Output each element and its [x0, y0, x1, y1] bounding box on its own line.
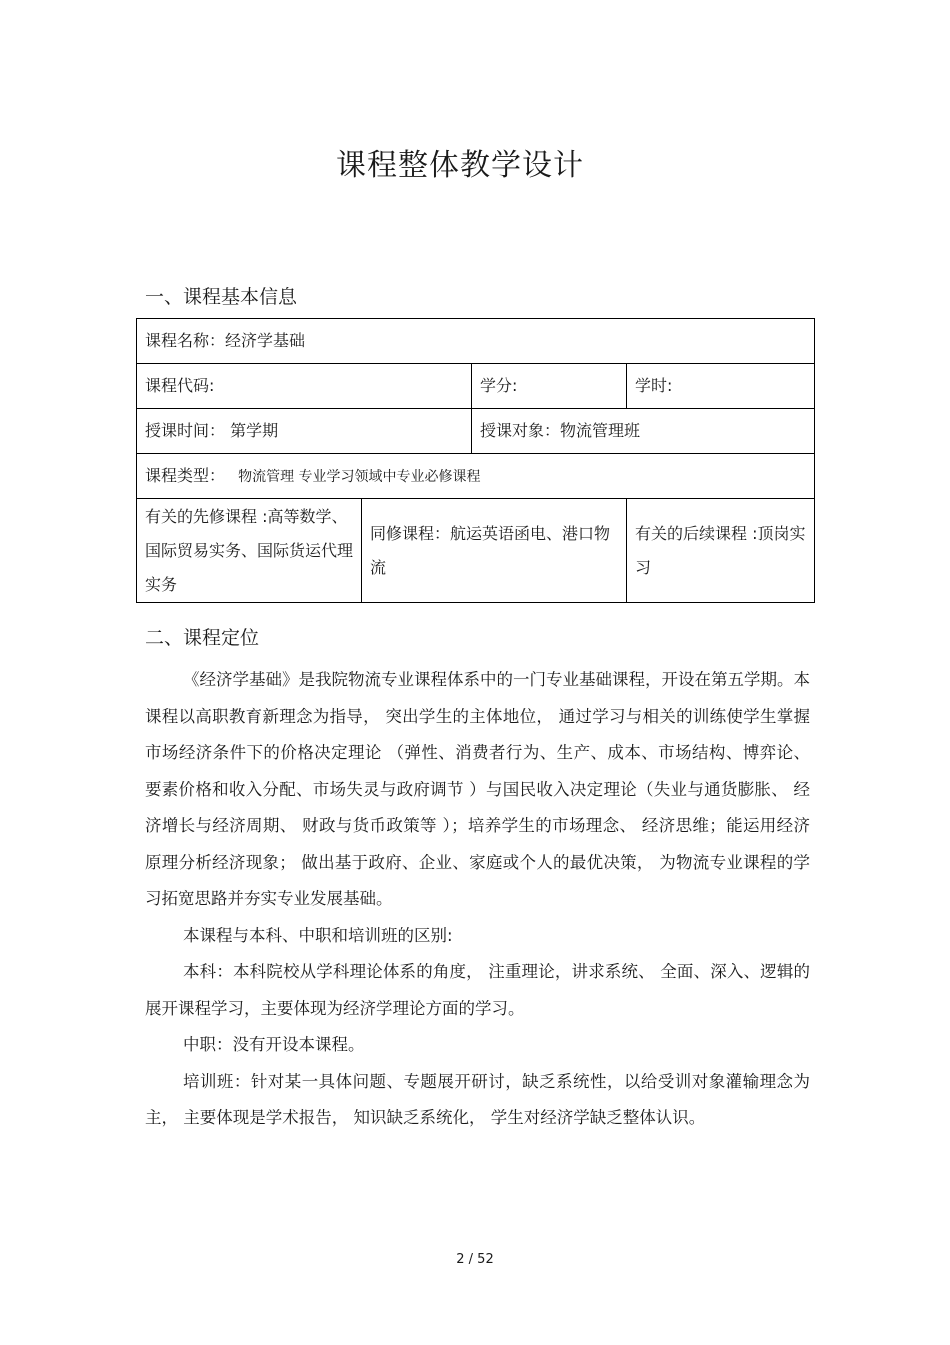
table-row [137, 499, 815, 603]
prerequisite-cell [137, 499, 362, 603]
teaching-target-cell: 授课对象：物流管理班 [472, 409, 815, 454]
paragraph-undergraduate: 本科：本科院校从学科理论体系的角度， 注重理论，讲求系统、 全面、深入、逻辑的展开课程学习，主要体现为经济学理论方面的学习。 [145, 962, 810, 1018]
table-row [137, 454, 815, 499]
section-heading-basic-info: 一、课程基本信息 [145, 286, 298, 308]
course-code-cell: 课程代码: [137, 364, 472, 409]
page-number: 2 / 52 [456, 1252, 494, 1267]
course-type-value: 物流管理 专业学习领域中专业必修课程 [238, 468, 481, 485]
corequisite-text: 同修课程：航运英语函电、港口物流 [370, 523, 611, 577]
table-row [137, 319, 815, 364]
paragraph-difference-heading: 本课程与本科、中职和培训班的区别: [183, 925, 453, 945]
paragraph-intro: 《经济学基础》是我院物流专业课程体系中的一门专业基础课程，开设在第五学期。本课程以高职教育新理念为指导， 突出学生的主体地位， 通过学习与相关的训练使学生掌握市场经济条件下的价格决定理论 （弹性、消费者行为、生产、成本、市场结构、博弈论、要素价格和收入分配、市场失灵与政府调节 ）与国民收入决定理论（失业与通货膨胀、 经济增长与经济周期、 财政与货币政策等 ）；培养学生的市场理念、 经济思维；能运用经济原理分析经济现象； 做出基于政府、企业、家庭或个人的最优决策， 为物流专业课程的学习拓宽思路并夯实专业发展基础。 [145, 670, 810, 908]
course-type-cell [137, 454, 815, 499]
prerequisite-text: 有关的先修课程 :高等数学、国际贸易实务、国际货运代理实务 [145, 506, 354, 594]
course-type-label: 课程类型： [145, 465, 226, 485]
hours-cell: 学时: [627, 364, 815, 409]
credits-cell: 学分: [472, 364, 627, 409]
section-heading-positioning: 二、课程定位 [145, 627, 260, 649]
followup-cell [627, 499, 815, 603]
teaching-time-cell: 授课时间： 第学期 [137, 409, 472, 454]
document-title: 课程整体教学设计 [336, 148, 584, 183]
corequisite-cell [362, 499, 627, 603]
table-row [137, 364, 815, 409]
table-row [137, 409, 815, 454]
positioning-body [145, 662, 810, 1137]
course-name-cell: 课程名称：经济学基础 [137, 319, 815, 364]
paragraph-training: 培训班：针对某一具体问题、专题展开研讨，缺乏系统性，以给受训对象灌输理念为主， 主要体现是学术报告， 知识缺乏系统化， 学生对经济学缺乏整体认识。 [145, 1071, 810, 1127]
course-info-table [136, 318, 815, 603]
paragraph-vocational: 中职：没有开设本课程。 [183, 1035, 365, 1054]
followup-text: 有关的后续课程 :顶岗实习 [635, 523, 806, 577]
